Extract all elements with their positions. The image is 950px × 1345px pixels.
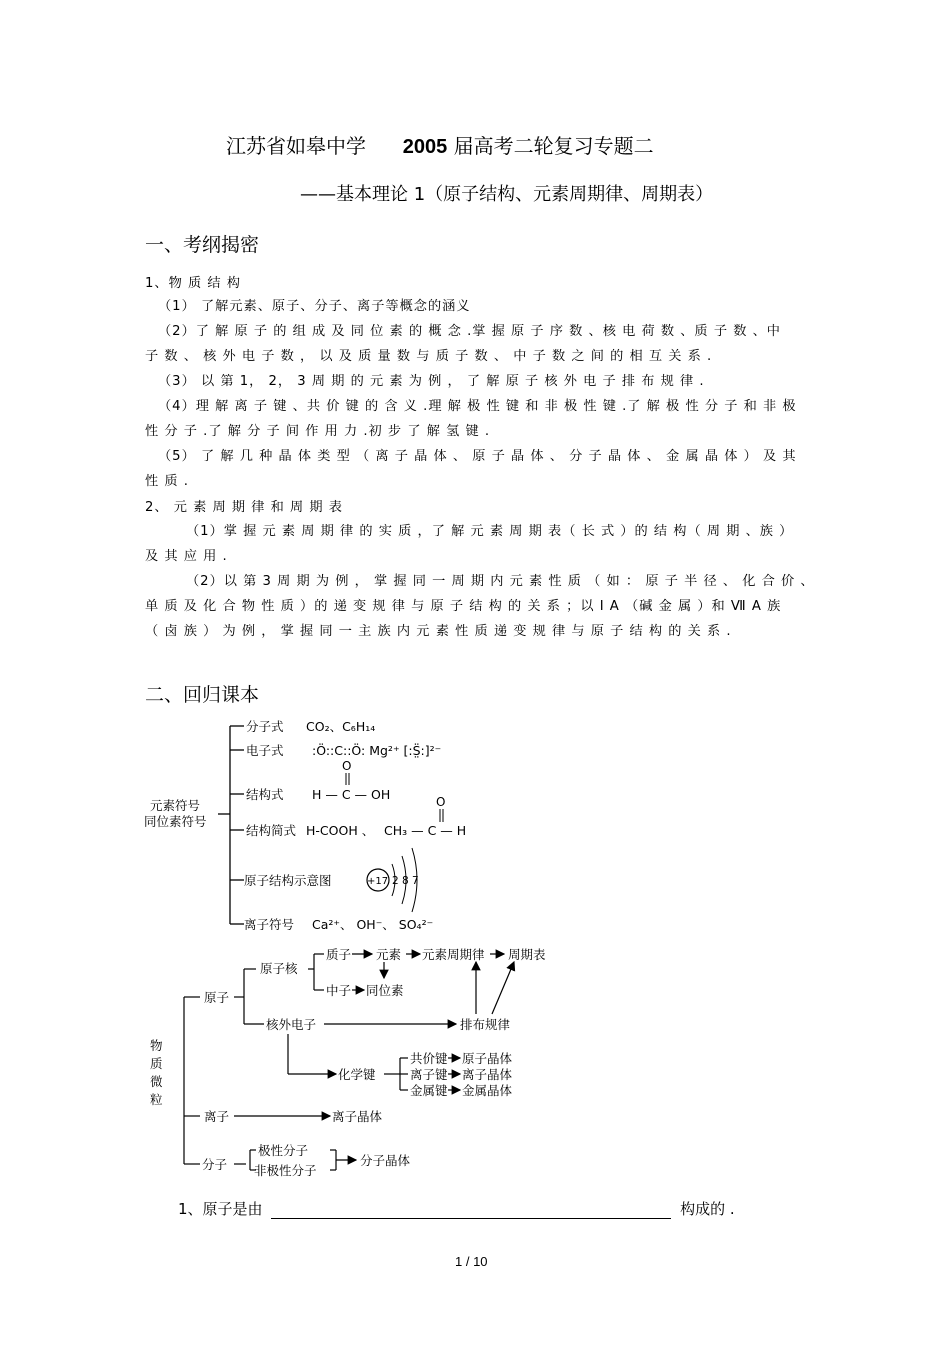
- electron-formula-example: :Ö::C::Ö: Mg²⁺ [:S̤̈:]²⁻: [312, 743, 442, 758]
- node-metal-crystal: 金属晶体: [462, 1083, 513, 1098]
- node-extranuclear: 核外电子: [266, 1017, 317, 1032]
- question-1-prefix: 1、原子是由: [178, 1200, 263, 1218]
- node-element: 元素: [376, 947, 402, 962]
- node-nonpolar: 非极性分子: [254, 1163, 317, 1178]
- branch-atomic-diagram: 原子结构示意图: [244, 873, 332, 888]
- section-heading-exam-outline: 一、考纲揭密: [145, 234, 260, 256]
- node-nucleus: 原子核: [260, 961, 298, 976]
- branch-structural-formula: 结构式: [246, 787, 284, 802]
- node-neutron: 中子: [326, 983, 352, 998]
- item1-line-6: 性 分 子 .了 解 分 子 间 作 用 力 .初 步 了 解 氢 键 .: [145, 424, 491, 439]
- svg-text:质: 质: [150, 1056, 163, 1071]
- page-number: 1 / 10: [455, 1254, 488, 1269]
- atom-structure-diagram: [367, 848, 419, 912]
- section-heading-textbook-review: 二、回归课本: [145, 684, 260, 706]
- branch-condensed-formula: 结构简式: [246, 823, 297, 838]
- node-polar: 极性分子: [258, 1143, 309, 1158]
- node-atomic-crystal: 原子晶体: [462, 1051, 513, 1066]
- node-ionic-crystal: 离子晶体: [462, 1067, 513, 1082]
- svg-text:物: 物: [150, 1038, 163, 1053]
- item1-line-8: 性 质 .: [145, 474, 189, 489]
- atom-nucleus-charge: +17: [367, 876, 389, 887]
- ion-symbols-example: Ca²⁺、 OH⁻、 SO₄²⁻: [312, 917, 434, 932]
- node-molecule: 分子: [202, 1157, 228, 1172]
- node-covalent: 共价键: [410, 1051, 448, 1066]
- document-subtitle: ——基本理论 1（原子结构、元素周期律、周期表）: [300, 184, 714, 205]
- node-ionic-bond: 离子键: [410, 1067, 448, 1082]
- title-rest: 届高考二轮复习专题二: [453, 134, 654, 158]
- title-school: 江苏省如皋中学: [226, 134, 366, 158]
- node-arrangement: 排布规律: [460, 1017, 511, 1032]
- item1-title: 1、物 质 结 构: [145, 276, 241, 291]
- question-1: [178, 1198, 735, 1219]
- svg-text:微: 微: [150, 1074, 163, 1089]
- symbol-tree-root-1: 元素符号: [150, 798, 201, 813]
- branch-molecular-formula: 分子式: [246, 719, 284, 734]
- condensed-formula-a: H-COOH 、: [306, 823, 375, 838]
- item2-title: 2、 元 素 周 期 律 和 周 期 表: [145, 500, 343, 515]
- symbol-tree-diagram: [140, 712, 560, 942]
- node-chemical-bond: 化学键: [338, 1067, 376, 1082]
- item1-line-5: （4）理 解 离 子 键 、共 价 键 的 含 义 .理 解 极 性 键 和 非 极 性 键 .了 解 极 性 分 子 和 非 极: [158, 399, 797, 414]
- question-1-suffix: 构成的 .: [680, 1200, 735, 1218]
- atom-shell-electrons: 2 8 7: [392, 875, 419, 887]
- particle-tree-diagram: [140, 942, 580, 1182]
- item1-line-7: （5） 了 解 几 种 晶 体 类 型 （ 离 子 晶 体 、 原 子 晶 体 、 分 子 晶 体 、 金 属 晶 体 ） 及 其: [158, 449, 797, 464]
- document-title: [226, 130, 654, 159]
- question-1-blank[interactable]: [271, 1204, 671, 1219]
- node-molecular-crystal: 分子晶体: [360, 1153, 411, 1168]
- node-metallic-bond: 金属键: [410, 1083, 448, 1098]
- molecular-formula-example: CO₂、C₆H₁₄: [306, 719, 376, 734]
- item2-line-5: （ 卤 族 ） 为 例 ， 掌 握 同 一 主 族 内 元 素 性 质 递 变 规 律 与 原 子 结 构 的 关 系 .: [145, 624, 732, 639]
- node-ion-crystal: 离子晶体: [332, 1109, 383, 1124]
- svg-text:粒: 粒: [150, 1092, 163, 1107]
- condensed-formula-b: CH₃ — C — H: [384, 823, 467, 838]
- item1-line-1: （1） 了解元素、原子、分子、离子等概念的涵义: [158, 299, 471, 314]
- item2-line-4: 单 质 及 化 合 物 性 质 ）的 递 变 规 律 与 原 子 结 构 的 关 系 ；以 I A （碱 金 属 ）和 Ⅶ A 族: [145, 599, 782, 614]
- structural-oxygen: O: [342, 759, 352, 773]
- node-atom: 原子: [204, 990, 230, 1005]
- title-year: 2005: [402, 136, 448, 158]
- item1-line-2: （2）了 解 原 子 的 组 成 及 同 位 素 的 概 念 .掌 握 原 子 序 数 、核 电 荷 数 、质 子 数 、中: [158, 324, 781, 339]
- item1-line-3: 子 数 、 核 外 电 子 数 ， 以 及 质 量 数 与 质 子 数 、 中 子 数 之 间 的 相 互 关 系 .: [145, 349, 713, 364]
- symbol-tree-root-2: 同位素符号: [144, 814, 207, 829]
- node-proton: 质子: [326, 947, 352, 962]
- node-periodic-law: 元素周期律: [422, 947, 485, 962]
- item2-line-3: （2）以 第 3 周 期 为 例 ， 掌 握 同 一 周 期 内 元 素 性 质 （ 如 ： 原 子 半 径 、 化 合 价 、: [186, 574, 815, 589]
- item2-line-2: 及 其 应 用 .: [145, 549, 228, 564]
- item2-line-1: （1）掌 握 元 素 周 期 律 的 实 质 ，了 解 元 素 周 期 表（ 长 式 ）的 结 构（ 周 期 、族 ）: [186, 524, 794, 539]
- branch-ion-symbol: 离子符号: [244, 917, 295, 932]
- node-ion: 离子: [204, 1109, 230, 1124]
- condensed-oxygen: O: [436, 795, 446, 809]
- node-periodic-table: 周期表: [508, 947, 546, 962]
- branch-electron-formula: 电子式: [246, 743, 284, 758]
- structural-formula-example: H — C — OH: [312, 787, 391, 802]
- item1-line-4: （3） 以 第 1， 2， 3 周 期 的 元 素 为 例 ， 了 解 原 子 核 外 电 子 排 布 规 律 .: [158, 374, 705, 389]
- node-isotope: 同位素: [366, 983, 404, 998]
